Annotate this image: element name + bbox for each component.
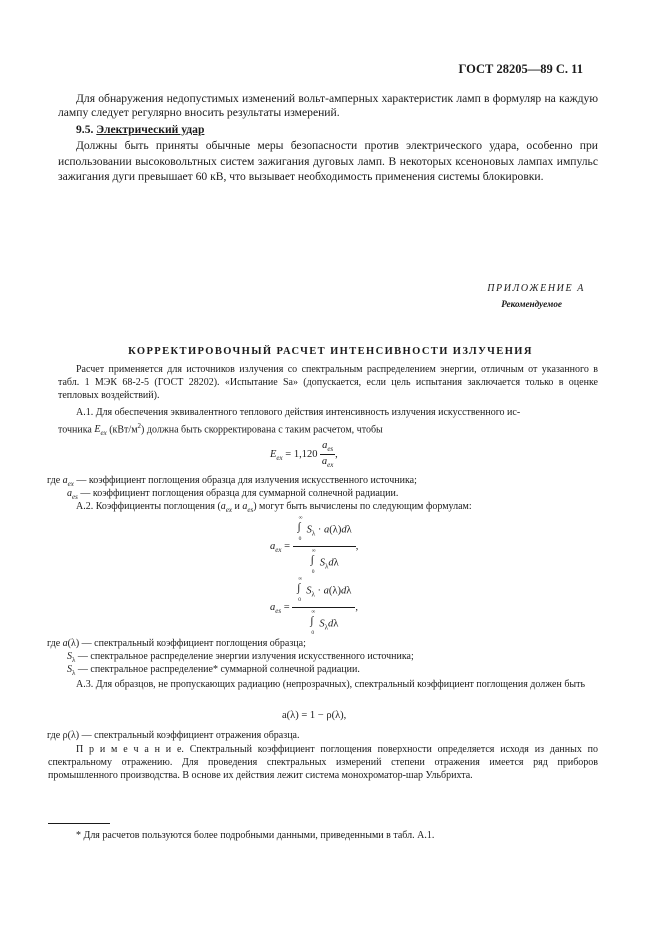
- a2-def3: $S_\lambda$ — спектральное распределение* суммарной солнечной радиации.: [67, 664, 360, 677]
- appendix-label: ПРИЛОЖЕНИЕ А: [487, 283, 585, 294]
- clause-a1: [58, 407, 598, 440]
- section-heading: [76, 123, 204, 136]
- a3-def: где ρ(λ) — спектральный коэффициент отражения образца.: [47, 730, 300, 741]
- formula-fraction: $\frac{a_{es}}{a_{ex}}$: [321, 440, 334, 470]
- section-number: 9.5.: [76, 123, 94, 136]
- formula-e-ex: $E_{ex} = 1,120$ $\frac{a_{es}}{a_{ex}}$ ,: [270, 440, 338, 470]
- a1-line2: точника $E_{ex}$ $(кВт/м^2)$ должна быть скорректирована с таким расчетом, чтобы: [58, 421, 383, 438]
- note-label: П р и м е ч а н и е.: [76, 744, 184, 755]
- appendix-title: КОРРЕКТИРОВОЧНЫЙ РАСЧЕТ ИНТЕНСИВНОСТИ ИЗЛУЧЕНИЯ: [128, 346, 533, 357]
- appendix-note: Рекомендуемое: [501, 299, 562, 309]
- note-text: Спектральный коэффициент поглощения поверхности определяется исходя из данных по спектральному отражению. Для проведения спектральных измерений степени отражения имеется ряд приборов промышленного производства. В основе их действия лежит система монохроматор-шар Ульбрихта.: [48, 744, 598, 781]
- a1-line1: А.1. Для обеспечения эквивалентного теплового действия интенсивность излучения искусственного ис-: [76, 407, 521, 418]
- formula-a-ex: $a_{ex}$ = ∞ ∫ 0 $S_\lambda \cdot a(\lambda)d\lambda$ ∞ ∫ 0 $S_\lambda d\lambda$ ,: [270, 515, 359, 575]
- formula-coefficient: 1,120: [293, 449, 318, 460]
- paragraph-electric-shock: Должны быть приняты обычные меры безопасности против электрического удара, особенно при использовании высоковольтных систем зажигания дуговых ламп. В некоторых ксеноновых лампах импульс зажигания дуги превышает 60 кВ, что вызывает необходимость применения системы блокировки.: [58, 139, 598, 183]
- note-paragraph: [48, 744, 598, 782]
- clause-a3: А.3. Для образцов, не пропускающих радиацию (непрозрачных), спектральный коэффициент поглощения должен быть: [76, 679, 586, 690]
- a1-def2: $a_{es}$ — коэффициент поглощения образца для суммарной солнечной радиации.: [67, 488, 399, 501]
- formula-a-lambda: a(λ) = 1 − ρ(λ),: [282, 710, 347, 721]
- a2-def1: где a(λ) — спектральный коэффициент поглощения образца;: [47, 638, 306, 649]
- formula-a-es: $a_{es}$ = ∞ ∫ 0 $S_\lambda \cdot a(\lambda)d\lambda$ ∞ ∫ 0 $S_\lambda d\lambda$ ,: [270, 576, 358, 636]
- section-title: Электрический удар: [96, 123, 205, 136]
- a1-def1: где $a_{ex}$ — коэффициент поглощения образца для излучения искусственного источника;: [47, 475, 417, 488]
- intro-paragraph: Расчет применяется для источников излучения со спектральным распределением энергии, отличным от указанного в табл. 1 МЭК 68-2-5 (ГОСТ 28202). «Испытание Sa» (допускается, если цель испытания заключается только в оценке тепловых воздействий).: [58, 364, 598, 401]
- footnote-divider: [48, 823, 110, 824]
- page-header: ГОСТ 28205—89 С. 11: [458, 62, 583, 76]
- paragraph-measurements: Для обнаружения недопустимых изменений вольт-амперных характеристик ламп в формуляр на каждую лампу следует регулярно вносить результаты измерений.: [58, 92, 598, 120]
- clause-a2: А.2. Коэффициенты поглощения ($a_{ex}$ и $a_{es}$) могут быть вычислены по следующим формулам:: [76, 501, 472, 514]
- footnote: * Для расчетов пользуются более подробными данными, приведенными в табл. А.1.: [76, 830, 435, 841]
- a2-def2: $S_\lambda$ — спектральное распределение энергии излучения искусственного источника;: [67, 651, 414, 664]
